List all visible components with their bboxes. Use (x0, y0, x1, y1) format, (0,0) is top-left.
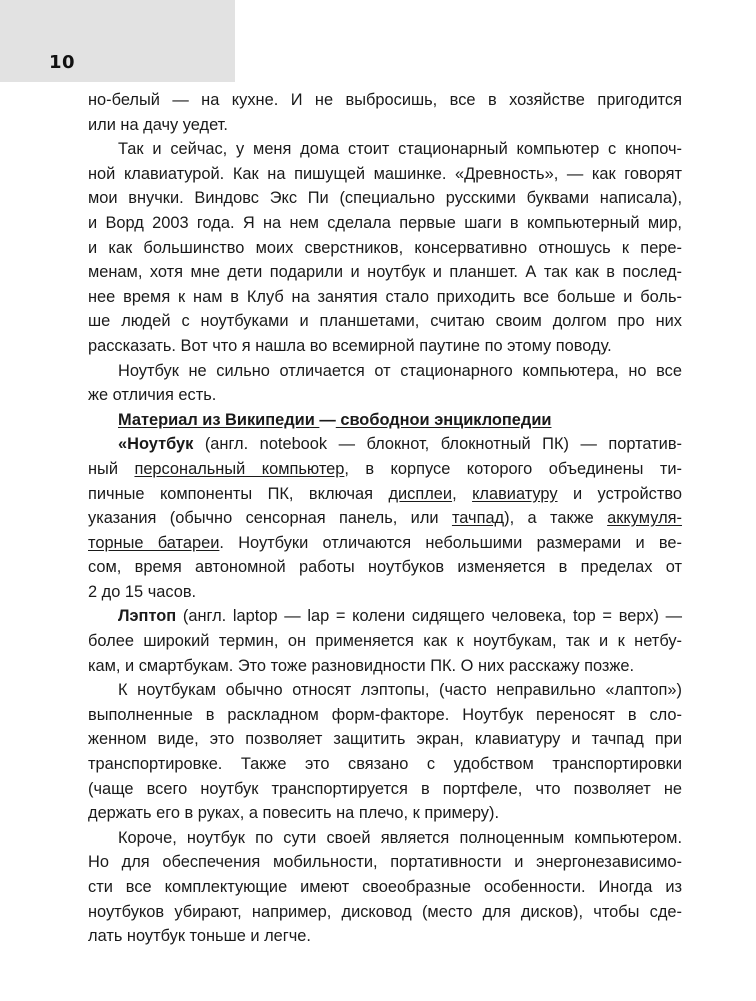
text-fragment: . Ноутбуки отличаются небольшими размерами и ве- (219, 533, 682, 552)
text-line: и как большинство моих сверстников, консервативно отношусь к пере- (88, 238, 682, 257)
text-line: сти все комплектующие имеют своеобразные особенности. Иногда из (88, 878, 682, 896)
paragraph-laptop-definition (88, 604, 682, 678)
heading-link-wikipedia[interactable]: Материал из Википедии (118, 410, 320, 429)
text-fragment: и устройство (557, 484, 682, 503)
text-fragment: указания (обычно сенсорная панель, или (88, 509, 452, 528)
link-touchpad[interactable]: тачпад (451, 509, 505, 528)
page-header-block (0, 0, 235, 82)
term-notebook: «Ноутбук (118, 435, 194, 454)
text-fragment: ный (88, 459, 135, 478)
wikipedia-heading (88, 408, 682, 433)
text-fragment: пичные компоненты ПК, включая (88, 484, 389, 503)
text-line: держать его в руках, а повесить на плечо, к примеру). (88, 804, 499, 823)
term-laptop: Лэптоп (118, 607, 177, 626)
text-line: Так и сейчас, у меня дома стоит стационарный компьютер с кнопоч- (118, 140, 682, 159)
page-body (88, 88, 682, 949)
link-batteries-cont[interactable]: торные батареи (88, 533, 220, 552)
text-line: же отличия есть. (88, 386, 217, 405)
text-line: лать ноутбук тоньше и легче. (88, 927, 311, 946)
text-line: Но для обеспечения мобильности, портативности и энергонезависимо- (88, 853, 682, 872)
text-line: ше людей с ноутбуками и планшетами, считаю своим долгом про них (88, 312, 682, 331)
text-fragment: ), а также (504, 509, 608, 528)
text-line: нее время к нам в Клуб на занятия стало приходить все больше и боль- (88, 287, 682, 306)
link-personal-computer[interactable]: персональный компьютер (134, 459, 345, 478)
text-line (88, 432, 682, 457)
text-fragment: (англ. notebook — блокнот, блокнотный ПК) — портатив- (193, 435, 682, 454)
link-batteries[interactable]: аккумуля- (607, 509, 682, 528)
link-keyboard[interactable]: клавиатуру (472, 484, 558, 503)
page-number: 10 (49, 52, 76, 73)
text-line (88, 531, 682, 556)
link-displays[interactable]: дисплеи (388, 484, 453, 503)
text-line (88, 604, 682, 629)
heading-line (88, 408, 682, 433)
text-line: ной клавиатурой. Как на пишущей машинке. «Древность», — как говорят (88, 164, 682, 183)
text-line (88, 506, 682, 531)
text-line: рассказать. Вот что я нашла во всемирной паутине по этому поводу. (88, 336, 612, 355)
text-line: транспортировке. Также это связано с удобством транспортировки (88, 755, 682, 774)
text-line: кам, и смартбукам. Это тоже разновидности ПК. О них расскажу позже. (88, 656, 635, 675)
paragraph-notebook-definition (88, 432, 682, 604)
paragraph (88, 359, 682, 408)
paragraph (88, 88, 682, 137)
text-line (88, 457, 682, 482)
text-line: Короче, ноутбук по сути своей является полноценным компьютером. (118, 828, 682, 847)
text-line: женном виде, это позволяет защитить экран, клавиатуру и тачпад при (88, 730, 682, 749)
text-line: более широкий термин, он применяется как к ноутбукам, так и к нетбу- (88, 632, 682, 651)
heading-dash: — (319, 410, 336, 429)
paragraph (88, 137, 682, 358)
text-fragment: , (452, 484, 473, 503)
heading-link-encyclopedia[interactable]: свободнои энциклопедии (335, 410, 552, 429)
text-fragment: , в корпусе которого объединены ти- (344, 459, 682, 478)
text-line: (чаще всего ноутбук транспортируется в портфеле, что позволяет не (88, 779, 682, 798)
text-line: ноутбуков убирают, например, дисковод (место для дисков), чтобы сде- (88, 902, 682, 921)
text-line: или на дачу уедет. (88, 115, 228, 134)
text-line: Ноутбук не сильно отличается от стационарного компьютера, но все (118, 361, 682, 380)
text-line: К ноутбукам обычно относят лэптопы, (часто неправильно «лаптоп») (118, 681, 682, 700)
text-line: и Ворд 2003 года. Я на нем сделала первые шаги в компьютерный мир, (88, 213, 682, 232)
text-fragment: (англ. laptop — lap = колени сидящего человека, top = верх) — (176, 607, 682, 626)
text-line: 2 до 15 часов. (88, 582, 197, 601)
text-line: менам, хотя мне дети подарили и ноутбук и планшет. А так как в послед- (88, 263, 682, 282)
text-line (88, 482, 682, 507)
text-line: мои внучки. Виндовс Экс Пи (специально русскими буквами написала), (88, 189, 682, 208)
paragraph (88, 678, 682, 826)
text-line: но-белый — на кухне. И не выбросишь, все в хозяйстве пригодится (88, 91, 682, 109)
text-line: сом, время автономной работы ноутбуков изменяется в пределах от (88, 558, 682, 577)
text-line: выполненные в раскладном форм-факторе. Ноутбук переносят в сло- (88, 705, 682, 724)
paragraph (88, 826, 682, 949)
